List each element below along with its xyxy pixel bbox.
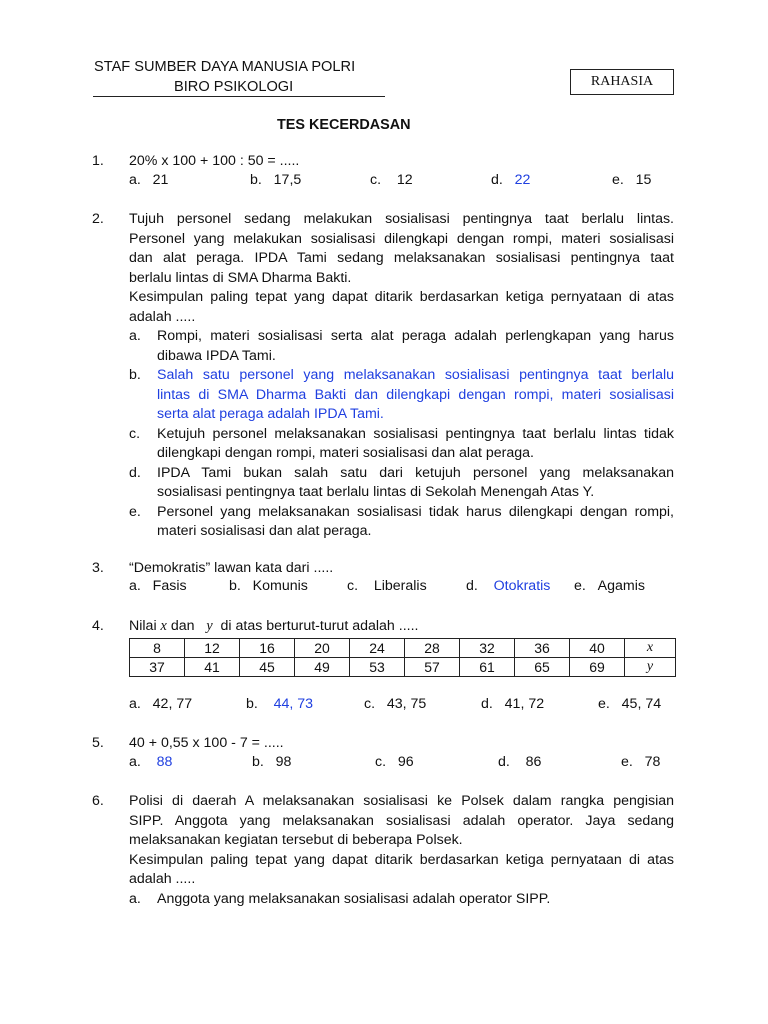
question-6-line-4: Kesimpulan paling tepat yang dapat ditarik berdasarkan ketiga pernyataan di atas bbox=[129, 851, 674, 868]
question-6-line-3: melaksanakan kegiatan tersebut di beberapa Polsek. bbox=[129, 832, 463, 848]
table-cell: 12 bbox=[185, 639, 240, 658]
q2-option-e-letter: e. bbox=[129, 503, 141, 520]
table-cell: 16 bbox=[240, 639, 295, 658]
question-3-number: 3. bbox=[92, 560, 104, 576]
table-cell: 65 bbox=[515, 658, 570, 677]
sequence-table bbox=[129, 638, 676, 677]
q2-option-e-line-1[interactable]: Personel yang melaksanakan sosialisasi tidak harus dilengkapi dengan rompi, bbox=[157, 503, 674, 520]
q4-option-b[interactable]: b. 44, 73 bbox=[246, 696, 314, 712]
question-4-number: 4. bbox=[92, 618, 104, 634]
q2-option-a-letter: a. bbox=[129, 328, 141, 344]
q3-option-a[interactable]: a. Fasis bbox=[129, 578, 187, 594]
q4-option-a[interactable]: a. 42, 77 bbox=[129, 696, 193, 712]
q3-option-b[interactable]: b. Komunis bbox=[229, 578, 308, 594]
table-cell: 32 bbox=[460, 639, 515, 658]
q1-option-c[interactable]: c. 12 bbox=[370, 172, 413, 188]
table-cell-unknown-x: x bbox=[625, 639, 676, 658]
question-6-line-5: adalah ..... bbox=[129, 871, 196, 887]
q4-option-d[interactable]: d. 41, 72 bbox=[481, 696, 545, 712]
q2-option-d-line-2[interactable]: sosialisasi pentingnya taat berlalu lintas di Sekolah Menengah Atas Y. bbox=[157, 484, 595, 500]
table-cell: 41 bbox=[185, 658, 240, 677]
q3-option-d[interactable]: d. Otokratis bbox=[466, 578, 551, 594]
question-6-line-2: SIPP. Anggota yang melaksanakan sosialisasi adalah operator. Jaya sedang bbox=[129, 812, 674, 829]
q4-option-e[interactable]: e. 45, 74 bbox=[598, 696, 662, 712]
document-title: TES KECERDASAN bbox=[277, 117, 411, 133]
question-4-text: Nilai x dan y di atas berturut-turut adalah ..... bbox=[129, 618, 419, 634]
q1-option-d[interactable]: d. 22 bbox=[491, 172, 531, 188]
question-2-line-1: Tujuh personel sedang melakukan sosialisasi pentingnya taat berlalu lintas. bbox=[129, 211, 674, 227]
q2-option-b-line-2[interactable]: lintas di SMA Dharma Bakti dan dilengkapi dengan rompi, materi sosialisasi bbox=[157, 386, 674, 403]
table-row bbox=[130, 658, 676, 677]
question-3-text: “Demokratis” lawan kata dari ..... bbox=[129, 560, 334, 576]
question-1-text: 20% x 100 + 100 : 50 = ..... bbox=[129, 153, 300, 169]
q2-option-e-line-2[interactable]: materi sosialisasi dan alat peraga. bbox=[157, 523, 372, 539]
table-cell: 28 bbox=[405, 639, 460, 658]
question-6-line-1: Polisi di daerah A melaksanakan sosialisasi ke Polsek dalam rangka pengisian bbox=[129, 793, 674, 809]
question-5-text: 40 + 0,55 x 100 - 7 = ..... bbox=[129, 735, 284, 751]
org-name: STAF SUMBER DAYA MANUSIA POLRI bbox=[94, 59, 356, 75]
table-cell: 8 bbox=[130, 639, 185, 658]
question-5-number: 5. bbox=[92, 735, 104, 751]
q2-option-b-letter: b. bbox=[129, 367, 141, 383]
question-6-number: 6. bbox=[92, 793, 104, 809]
q2-option-d-line-1[interactable]: IPDA Tami bukan salah satu dari ketujuh personel yang melaksanakan bbox=[157, 464, 674, 481]
table-cell: 45 bbox=[240, 658, 295, 677]
classification-stamp: RAHASIA bbox=[570, 69, 674, 95]
table-row bbox=[130, 639, 676, 658]
table-cell: 37 bbox=[130, 658, 185, 677]
q5-option-b[interactable]: b. 98 bbox=[252, 754, 292, 770]
q2-option-d-letter: d. bbox=[129, 464, 141, 481]
question-2-line-2: Personel yang melakukan sosialisasi dilengkapi dengan rompi, materi sosialisasi bbox=[129, 230, 674, 247]
question-2-number: 2. bbox=[92, 211, 104, 227]
table-cell: 36 bbox=[515, 639, 570, 658]
q3-option-c[interactable]: c. Liberalis bbox=[347, 578, 427, 594]
q5-option-a[interactable]: a. 88 bbox=[129, 754, 173, 770]
q5-option-e[interactable]: e. 78 bbox=[621, 754, 661, 770]
table-cell-unknown-y: y bbox=[625, 658, 676, 677]
q6-option-a-text[interactable]: Anggota yang melaksanakan sosialisasi adalah operator SIPP. bbox=[157, 890, 551, 907]
q4-option-c[interactable]: c. 43, 75 bbox=[364, 696, 427, 712]
q1-option-b[interactable]: b. 17,5 bbox=[250, 172, 302, 188]
question-2-line-5: Kesimpulan paling tepat yang dapat ditarik berdasarkan ketiga pernyataan di atas bbox=[129, 289, 674, 305]
q5-option-d[interactable]: d. 86 bbox=[498, 754, 542, 770]
q2-option-c-line-1[interactable]: Ketujuh personel melaksanakan sosialisasi pentingnya taat berlalu lintas tidak bbox=[157, 425, 674, 442]
table-cell: 20 bbox=[295, 639, 350, 658]
table-cell: 69 bbox=[570, 658, 625, 677]
q2-option-b-line-3[interactable]: serta alat peraga adalah IPDA Tami. bbox=[157, 406, 384, 422]
table-cell: 53 bbox=[350, 658, 405, 677]
q5-option-c[interactable]: c. 96 bbox=[375, 754, 414, 770]
q2-option-c-letter: c. bbox=[129, 425, 141, 442]
table-cell: 49 bbox=[295, 658, 350, 677]
q2-option-a-line-2[interactable]: dibawa IPDA Tami. bbox=[157, 347, 276, 364]
q1-option-a[interactable]: a. 21 bbox=[129, 172, 169, 188]
question-2-line-3: dan alat peraga. IPDA Tami sedang melaksanakan sosialisasi pentingnya taat bbox=[129, 250, 674, 266]
q6-option-a-letter: a. bbox=[129, 890, 141, 907]
q1-option-e[interactable]: e. 15 bbox=[612, 172, 652, 188]
q2-option-a-line-1[interactable]: Rompi, materi sosialisasi serta alat peraga adalah perlengkapan yang harus bbox=[157, 328, 674, 344]
q2-option-b-line-1[interactable]: Salah satu personel yang melaksanakan sosialisasi pentingnya taat berlalu bbox=[157, 367, 674, 383]
question-2-line-4: berlalu lintas di SMA Dharma Bakti. bbox=[129, 269, 352, 286]
question-2-line-6: adalah ..... bbox=[129, 308, 196, 325]
question-1-number: 1. bbox=[92, 153, 104, 169]
table-cell: 61 bbox=[460, 658, 515, 677]
q2-option-c-line-2[interactable]: dilengkapi dengan rompi, materi sosialisasi dan alat peraga. bbox=[157, 445, 534, 461]
org-unit: BIRO PSIKOLOGI bbox=[174, 79, 294, 95]
table-cell: 40 bbox=[570, 639, 625, 658]
header-underline bbox=[93, 96, 385, 97]
table-cell: 57 bbox=[405, 658, 460, 677]
q3-option-e[interactable]: e. Agamis bbox=[574, 578, 645, 594]
table-cell: 24 bbox=[350, 639, 405, 658]
